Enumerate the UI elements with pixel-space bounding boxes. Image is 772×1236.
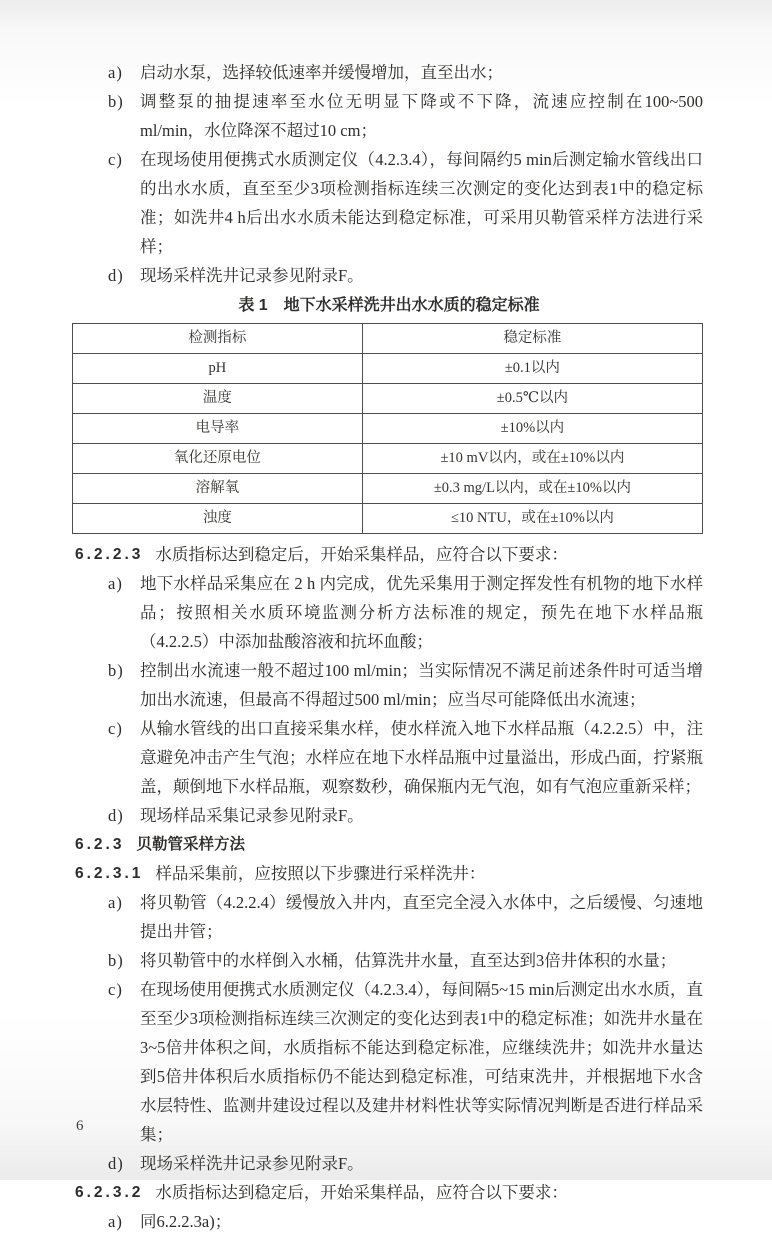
list-item [75,656,703,714]
table-cell: pH [73,354,363,384]
table-cell: 溶解氧 [73,474,363,504]
list-text: 启动水泵，选择较低速率并缓慢增加，直至出水； [140,63,503,82]
table-cell: 浊度 [73,504,363,534]
clause-heading [75,540,703,569]
clause-heading [75,859,703,888]
clause-number: 6.2.3.2 [75,1184,144,1201]
list-marker: c) [108,719,123,738]
list-marker: b) [108,661,124,680]
page-number: 6 [76,1118,84,1134]
list-block [75,569,703,830]
list-item [75,569,703,656]
clause-text: 水质指标达到稳定后，开始采集样品，应符合以下要求： [155,1183,568,1202]
list-text: 地下水样品采集应在 2 h 内完成，优先采集用于测定挥发性有机物的地下水样品；按照相关水质环境监测分析方法标准的规定，预先在地下水样品瓶（4.2.2.5）中添加盐酸溶液和抗坏血酸； [140,574,703,651]
clause-heading [75,1178,703,1207]
clause-number: 6.2.2.3 [75,546,144,563]
clause-text: 样品采集前，应按照以下步骤进行采样洗井： [155,864,486,883]
table-cell: ≤10 NTU，或在±10%以内 [362,504,702,534]
clause-heading [75,830,703,859]
clause-number: 6.2.3 [75,836,125,853]
table-cell: ±0.3 mg/L以内，或在±10%以内 [362,474,702,504]
list-marker: a) [108,574,123,593]
list-item [75,975,703,1149]
list-text: 现场采样洗井记录参见附录F。 [140,1154,364,1173]
list-text: 在现场使用便携式水质测定仪（4.2.3.4），每间隔约5 min后测定输水管线出口的出水水质，直至至少3项检测指标连续三次测定的变化达到表1中的稳定标准；如洗井4 h后出水水质未能达到稳定标准，可采用贝勒管采样方法进行采样； [140,150,703,256]
list-marker: c) [108,150,123,169]
list-marker: a) [108,893,123,912]
list-text: 控制出水流速一般不超过100 ml/min；当实际情况不满足前述条件时可适当增加出水流速，但最高不得超过500 ml/min；应当尽可能降低出水流速； [140,661,703,709]
list-item [75,58,703,87]
clause-number: 6.2.3.1 [75,865,144,882]
list-text: 现场样品采集记录参见附录F。 [140,806,364,825]
table-row [73,444,703,474]
list-item [75,888,703,946]
list-item [75,946,703,975]
clause-text: 贝勒管采样方法 [136,836,245,853]
table-row [73,504,703,534]
list-text: 调整泵的抽提速率至水位无明显下降或不下降，流速应控制在100~500 ml/min，水位降深不超过10 cm； [140,92,703,140]
table-row [73,354,703,384]
list-item [75,261,703,290]
table-row [73,384,703,414]
list-item [75,801,703,830]
list-marker: c) [108,980,123,999]
list-marker: d) [108,1154,124,1173]
table-header-cell: 检测指标 [73,324,363,354]
table-cell: 电导率 [73,414,363,444]
list-text: 将贝勒管（4.2.2.4）缓慢放入井内，直至完全浸入水体中，之后缓慢、匀速地提出井管； [140,893,703,941]
table-cell: ±0.5℃以内 [362,384,702,414]
table-cell: ±10%以内 [362,414,702,444]
list-block [75,58,703,290]
list-item [75,87,703,145]
table-row [73,474,703,504]
list-item [75,714,703,801]
list-marker: d) [108,266,124,285]
list-item [75,1149,703,1178]
table-header-row [73,324,703,354]
table-header-cell: 稳定标准 [362,324,702,354]
document-blocks [75,58,703,1236]
list-marker: b) [108,951,124,970]
list-marker: b) [108,92,124,111]
list-marker: d) [108,806,124,825]
table-cell: ±10 mV以内，或在±10%以内 [362,444,702,474]
list-item [75,1207,703,1236]
water-quality-table [72,323,703,534]
list-text: 同6.2.2.3a)； [140,1212,232,1231]
list-block [75,888,703,1178]
list-marker: a) [108,63,123,82]
table-cell: ±0.1以内 [362,354,702,384]
list-marker: a) [108,1212,123,1231]
list-text: 在现场使用便携式水质测定仪（4.2.3.4），每间隔5~15 min后测定出水水质，直至至少3项检测指标连续三次测定的变化达到表1中的稳定标准；如洗井水量在3~5倍井体积之间，水质指标不能达到稳定标准，应继续洗井；如洗井水量达到5倍井体积后水质指标仍不能达到稳定标准，可结束洗井，并根据地下水含水层特性、监测井建设过程以及建井材料性状等实际情况判断是否进行样品采集； [140,980,703,1144]
list-block [75,1207,703,1236]
table-row [73,414,703,444]
list-item [75,145,703,261]
list-text: 现场采样洗井记录参见附录F。 [140,266,364,285]
list-text: 从输水管线的出口直接采集水样，使水样流入地下水样品瓶（4.2.2.5）中，注意避免冲击产生气泡；水样应在地下水样品瓶中过量溢出，形成凸面，拧紧瓶盖，颠倒地下水样品瓶，观察数秒，确保瓶内无气泡，如有气泡应重新采样； [140,719,703,796]
clause-text: 水质指标达到稳定后，开始采集样品，应符合以下要求： [155,545,568,564]
list-text: 将贝勒管中的水样倒入水桶，估算洗井水量，直至达到3倍井体积的水量； [140,951,677,970]
table-cell: 氧化还原电位 [73,444,363,474]
table-cell: 温度 [73,384,363,414]
table-title: 表 1 地下水采样洗井出水水质的稳定标准 [238,297,540,314]
